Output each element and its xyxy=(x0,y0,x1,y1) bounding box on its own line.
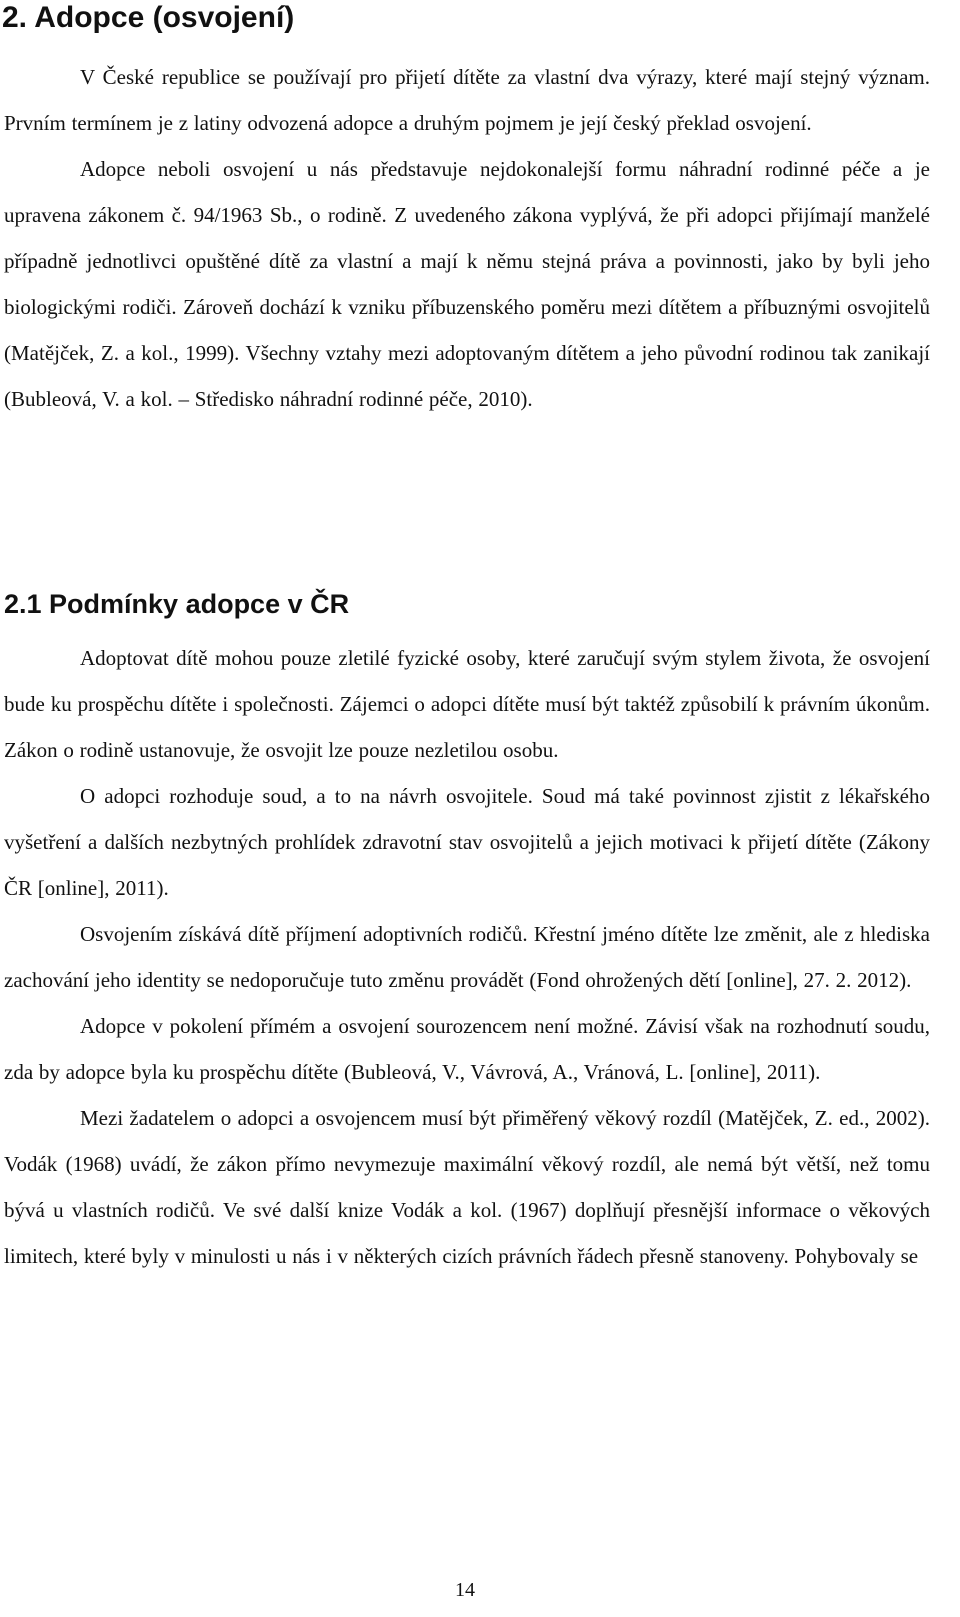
paragraph: O adopci rozhoduje soud, a to na návrh osvojitele. Soud má také povinnost zjistit z lékařského vyšetření a dalších nezbytných prohlídek zdravotní stav osvojitelů a jejich motivaci k přijetí dítěte (Zákony ČR [online], 2011). xyxy=(4,784,930,900)
section-heading: 2. Adopce (osvojení) xyxy=(2,1,295,34)
conditions-section xyxy=(4,635,930,1279)
page-number: 14 xyxy=(455,1579,475,1601)
paragraph: Adoptovat dítě mohou pouze zletilé fyzické osoby, které zaručují svým stylem života, že osvojení bude ku prospěchu dítěte i společnosti. Zájemci o adopci dítěte musí být taktéž způsobilí k právním úkonům. Zákon o rodině ustanovuje, že osvojit lze pouze nezletilou osobu. xyxy=(4,646,930,762)
paragraph: Mezi žadatelem o adopci a osvojencem musí být přiměřený věkový rozdíl (Matějček, Z. ed., 2002). Vodák (1968) uvádí, že zákon přímo nevymezuje maximální věkový rozdíl, ale nemá být větší, než tomu bývá u vlastních rodičů. Ve své další knize Vodák a kol. (1967) doplňují přesnější informace o věkových limitech, které byly v minulosti u nás i v některých cizích právních řádech přesně stanoveny. Pohybovaly se xyxy=(4,1106,930,1268)
intro-section xyxy=(4,54,930,422)
paragraph: Adopce v pokolení přímém a osvojení sourozencem není možné. Závisí však na rozhodnutí soudu, zda by adopce byla ku prospěchu dítěte (Bubleová, V., Vávrová, A., Vránová, L. [online], 2011). xyxy=(4,1014,930,1084)
paragraph: Osvojením získává dítě příjmení adoptivních rodičů. Křestní jméno dítěte lze změnit, ale z hlediska zachování jeho identity se nedoporučuje tuto změnu provádět (Fond ohrožených dětí [online], 27. 2. 2012). xyxy=(4,922,930,992)
subsection-heading: 2.1 Podmínky adopce v ČR xyxy=(4,589,350,619)
paragraph: V České republice se používají pro přijetí dítěte za vlastní dva výrazy, které mají stejný význam. Prvním termínem je z latiny odvozená adopce a druhým pojmem je její český překlad osvojení. xyxy=(4,65,930,135)
paragraph: Adopce neboli osvojení u nás představuje nejdokonalejší formu náhradní rodinné péče a je upravena zákonem č. 94/1963 Sb., o rodině. Z uvedeného zákona vyplývá, že při adopci přijímají manželé případně jednotlivci opuštěné dítě za vlastní a mají k němu stejná práva a povinnosti, jako by byli jeho biologickými rodiči. Zároveň dochází k vzniku příbuzenského poměru mezi dítětem a příbuznými osvojitelů (Matějček, Z. a kol., 1999). Všechny vztahy mezi adoptovaným dítětem a jeho původní rodinou tak zanikají (Bubleová, V. a kol. – Středisko náhradní rodinné péče, 2010). xyxy=(4,157,930,411)
